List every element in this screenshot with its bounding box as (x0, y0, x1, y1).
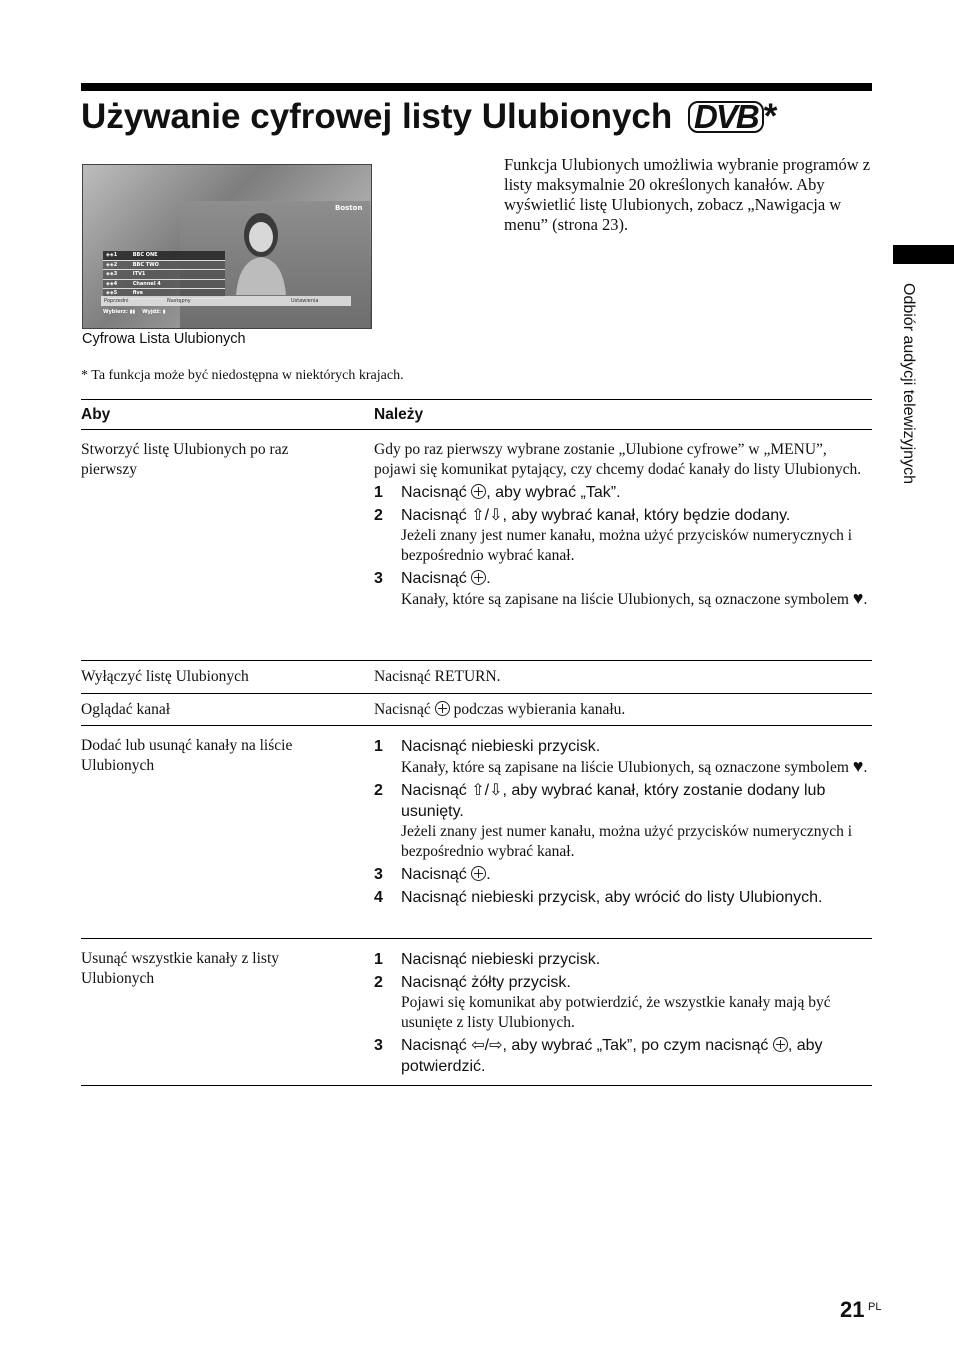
table-row: Usunąć wszystkie kanały z listy Ulubionych 1 Nacisnąć niebieski przycisk. 2 Nacisnąć żółty przycisk. Pojawi się komunikat aby potwierdzić, że wszystkie kanały mają być usunięte z listy Ulubionych. 3 Nacisnąć ⇦/⇨, aby wybrać „Tak”, po czym nacisnąć , aby potwierdzić. (81, 939, 872, 1085)
next-label: Następny (167, 298, 191, 304)
enter-icon (435, 701, 450, 716)
enter-icon (773, 1037, 788, 1052)
prev-label: Poprzedni (104, 298, 129, 304)
header-aby: Aby (81, 405, 111, 423)
channel-row: ◈◈2 BBC TWO (103, 261, 225, 271)
page-title: Używanie cyfrowej listy Ulubionych DVB * (81, 97, 778, 136)
city-label: Boston (335, 204, 363, 212)
heart-icon: ♥ (852, 756, 864, 776)
top-rule (81, 83, 872, 91)
enter-icon (471, 866, 486, 881)
table-header (81, 400, 872, 430)
tv-footer-bar (101, 296, 351, 306)
intro-paragraph: Funkcja Ulubionych umożliwia wybranie programów z listy maksymalnie 20 określonych kanałów. Aby wyświetlić listę Ulubionych, zobacz „Nawigacja w menu” (strona 23). (504, 155, 871, 234)
tv-hint: Wybierz: ▮▮ Wyjdź: ▮ (103, 309, 166, 315)
step: 2 Nacisnąć ⇧/⇩, aby wybrać kanał, który będzie dodany. (374, 507, 791, 524)
figure-caption: Cyfrowa Lista Ulubionych (82, 331, 246, 347)
step: 1 Nacisnąć , aby wybrać „Tak”. (374, 484, 621, 501)
channel-row: ◈◈3 ITV1 (103, 270, 225, 280)
page-number: 21 (840, 1297, 865, 1322)
table-row: Stworzyć listę Ulubionych po raz pierwszy Gdy po raz pierwszy wybrane zostanie „Ulubione cyfrowe” w „MENU”, pojawi się komunikat pytający, czy chcemy dodać kanały do listy Ulubionych. 1 Nacisnąć , aby wybrać „Tak”. 2 Nacisnąć ⇧/⇩, aby wybrać kanał, który będzie dodany. Jeżeli znany jest numer kanału, można użyć przycisków numerycznych i bezpośrednio wybrać kanał. 3 Nacisnąć . Kanały, które są zapisane na liście Ulubionych, są oznaczone symbolem ♥. (81, 430, 872, 661)
header-nalezy: Należy (374, 405, 424, 423)
step: 3 Nacisnąć . (374, 866, 491, 883)
section-tab (893, 245, 954, 264)
step: 1 Nacisnąć niebieski przycisk. (374, 738, 601, 755)
heart-icon: ♥ (852, 588, 864, 608)
section-label: Odbiór audycji telewizyjnych (900, 283, 917, 484)
step: 3 Nacisnąć . (374, 570, 491, 587)
tv-screenshot (82, 164, 372, 329)
presenter-image (231, 205, 291, 295)
settings-label: Ustawienia (291, 298, 319, 304)
channel-row: ◈◈4 Channel 4 (103, 280, 225, 290)
step: 3 Nacisnąć ⇦/⇨, aby wybrać „Tak”, po czym nacisnąć , aby potwierdzić. (374, 1037, 823, 1075)
table-row: Oglądać kanał Nacisnąć podczas wybierania kanału. (81, 694, 872, 726)
step: 1 Nacisnąć niebieski przycisk. (374, 951, 601, 968)
channel-row: ◈◈5 five (103, 289, 225, 299)
enter-icon (471, 484, 486, 499)
dvb-logo: DVB (688, 101, 764, 133)
footnote: * Ta funkcja może być niedostępna w niektórych krajach. (81, 368, 404, 383)
step: 2 Nacisnąć ⇧/⇩, aby wybrać kanał, który zostanie dodany lub usunięty. (374, 782, 826, 820)
table-row: Dodać lub usunąć kanały na liście Ulubionych 1 Nacisnąć niebieski przycisk. Kanały, które są zapisane na liście Ulubionych, są oznaczone symbolem ♥. 2 Nacisnąć ⇧/⇩, aby wybrać kanał, który zostanie dodany lub usunięty. Jeżeli znany jest numer kanału, można użyć przycisków numerycznych i bezpośrednio wybrać kanał. 3 Nacisnąć . 4 Nacisnąć niebieski przycisk, aby wrócić do listy Ulubionych. (81, 726, 872, 939)
step: 2 Nacisnąć żółty przycisk. (374, 974, 571, 991)
step: 4 Nacisnąć niebieski przycisk, aby wrócić do listy Ulubionych. (374, 889, 823, 906)
instruction-table (81, 399, 872, 1086)
enter-icon (471, 570, 486, 585)
page-language: PL (868, 1301, 882, 1313)
channel-row: ◈◈1 BBC ONE (103, 251, 225, 261)
title-asterisk: * (763, 97, 778, 136)
table-row: Wyłączyć listę Ulubionych Nacisnąć RETURN. (81, 661, 872, 694)
favourite-channel-list (103, 251, 225, 299)
